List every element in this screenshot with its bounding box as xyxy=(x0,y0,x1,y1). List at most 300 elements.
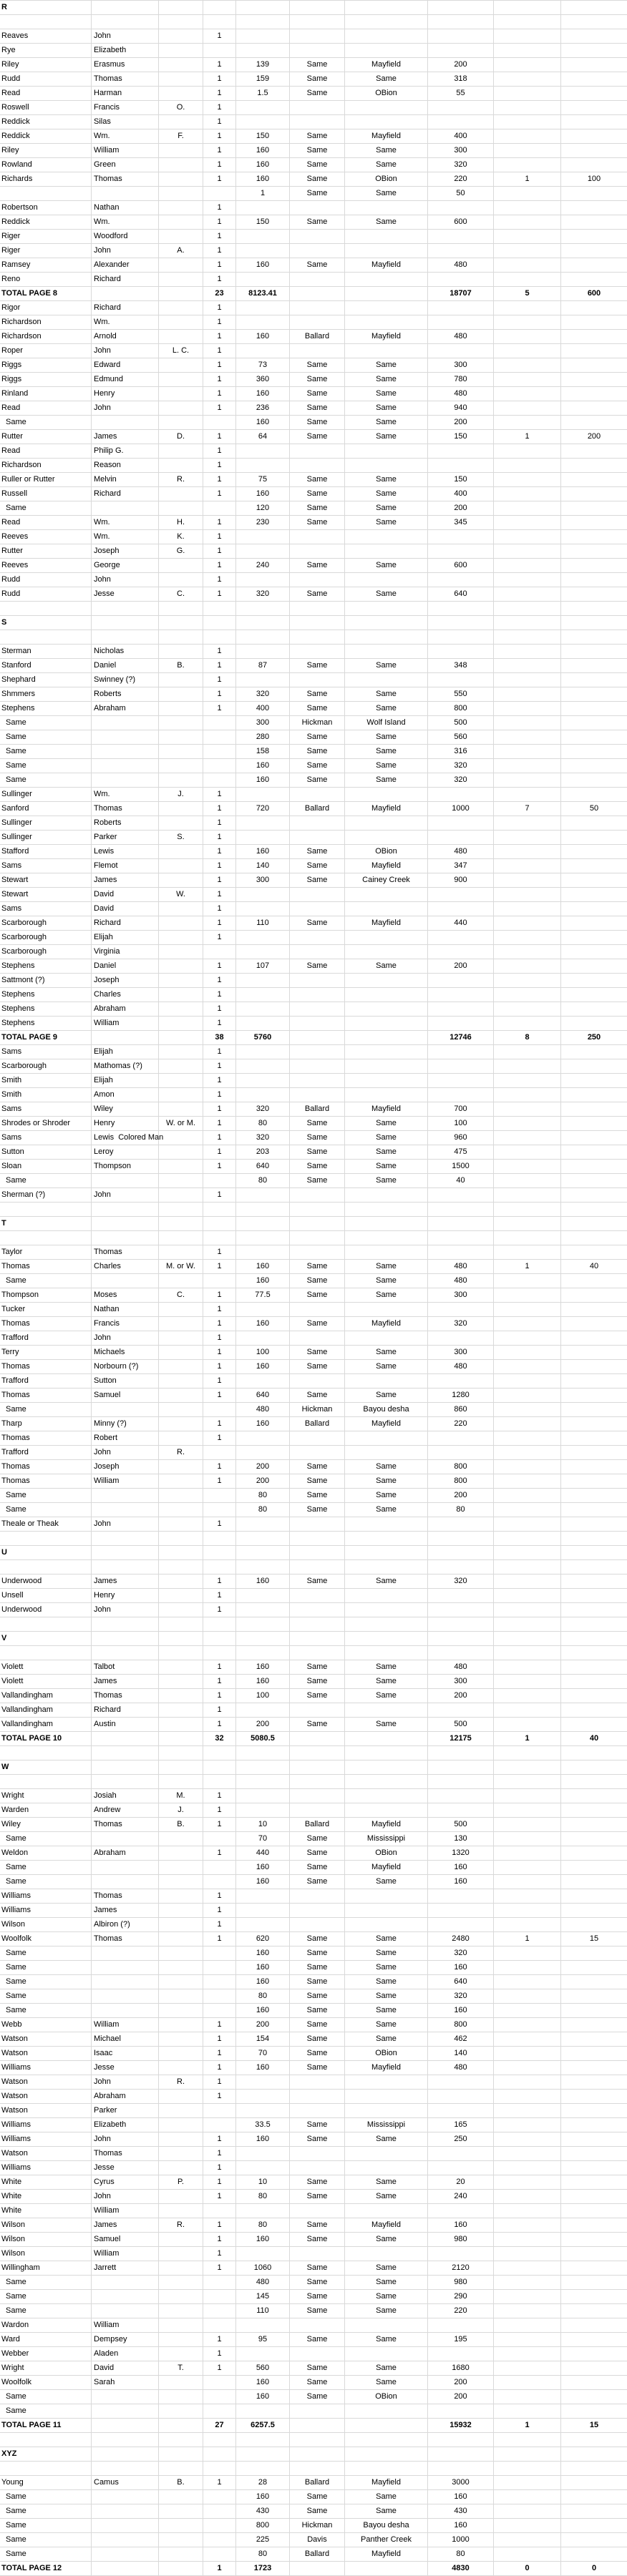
acres-cell xyxy=(236,2204,290,2218)
amount-cell xyxy=(561,258,627,272)
tally-cell: 1 xyxy=(203,1460,236,1474)
county-cell: Same xyxy=(290,2504,345,2518)
count-cell xyxy=(494,1403,561,1416)
amount-cell xyxy=(561,2004,627,2017)
surname-cell: White xyxy=(0,2190,92,2203)
amount-cell xyxy=(561,587,627,601)
acres-cell xyxy=(236,2462,290,2475)
acres-cell: 200 xyxy=(236,1474,290,1488)
continuation-row xyxy=(0,1503,627,1517)
given-name-cell: Thomas xyxy=(92,2147,159,2160)
value-cell: 560 xyxy=(428,730,494,744)
page-total-label: TOTAL PAGE 8 xyxy=(0,287,92,300)
count-cell xyxy=(494,1303,561,1316)
acres-cell: 620 xyxy=(236,1932,290,1946)
amount-cell xyxy=(561,773,627,787)
surname-cell: Same xyxy=(0,1503,92,1517)
county-cell: Davis xyxy=(290,2533,345,2547)
given-name-cell: Austin xyxy=(92,1718,159,1731)
count-cell xyxy=(494,859,561,873)
count-cell xyxy=(494,330,561,343)
location-cell xyxy=(345,29,428,43)
tally-cell: 1 xyxy=(203,2018,236,2032)
tally-cell: 1 xyxy=(203,2261,236,2275)
count-cell xyxy=(494,1975,561,1989)
tally-cell: 1 xyxy=(203,1474,236,1488)
surname-cell: Same xyxy=(0,1274,92,1288)
acres-cell xyxy=(236,2161,290,2175)
given-name-cell xyxy=(92,2547,159,2561)
middle-initial-cell xyxy=(159,273,203,286)
value-cell: 475 xyxy=(428,1145,494,1159)
middle-initial-cell: T. xyxy=(159,2361,203,2375)
given-name-cell xyxy=(92,616,159,630)
table-row xyxy=(0,1045,627,1059)
given-name-cell: Jesse xyxy=(92,587,159,601)
location-cell xyxy=(345,1431,428,1445)
page-total-row xyxy=(0,1732,627,1746)
given-name-cell: James xyxy=(92,1575,159,1588)
middle-initial-cell: P. xyxy=(159,2175,203,2189)
count-cell xyxy=(494,1474,561,1488)
location-cell xyxy=(345,1546,428,1559)
value-cell xyxy=(428,2104,494,2117)
table-row xyxy=(0,802,627,816)
table-row xyxy=(0,129,627,144)
county-cell: Same xyxy=(290,1360,345,1373)
tally-cell: 1 xyxy=(203,1603,236,1617)
surname-cell: Sullinger xyxy=(0,831,92,844)
county-cell: Same xyxy=(290,1989,345,2003)
county-cell xyxy=(290,1546,345,1559)
given-name-cell: Thomas xyxy=(92,1689,159,1703)
amount-cell xyxy=(561,1288,627,1302)
given-name-cell xyxy=(92,602,159,615)
count-cell: 1 xyxy=(494,1732,561,1745)
county-cell xyxy=(290,616,345,630)
location-cell: Same xyxy=(345,2190,428,2203)
table-row xyxy=(0,430,627,444)
given-name-cell xyxy=(92,730,159,744)
location-cell xyxy=(345,1746,428,1760)
table-row xyxy=(0,1117,627,1131)
continuation-row xyxy=(0,2519,627,2533)
given-name-cell: Thompson xyxy=(92,1160,159,1173)
surname-cell xyxy=(0,602,92,615)
location-cell: Same xyxy=(345,158,428,172)
county-cell: Same xyxy=(290,1503,345,1517)
count-cell xyxy=(494,315,561,329)
value-cell: 860 xyxy=(428,1403,494,1416)
table-row xyxy=(0,788,627,802)
location-cell xyxy=(345,244,428,258)
amount-cell xyxy=(561,44,627,57)
table-row xyxy=(0,916,627,931)
section-heading-row xyxy=(0,616,627,630)
amount-cell xyxy=(561,1374,627,1388)
middle-initial-cell xyxy=(159,2390,203,2404)
amount-cell xyxy=(561,1446,627,1459)
middle-initial-cell xyxy=(159,1660,203,1674)
given-name-cell: John xyxy=(92,1517,159,1531)
given-name-cell: Josiah xyxy=(92,1789,159,1803)
amount-cell xyxy=(561,487,627,501)
acres-cell: 160 xyxy=(236,2490,290,2504)
acres-cell: 150 xyxy=(236,129,290,143)
count-cell xyxy=(494,1217,561,1230)
middle-initial-cell xyxy=(159,1303,203,1316)
location-cell xyxy=(345,1632,428,1645)
tally-cell: 1 xyxy=(203,1360,236,1373)
location-cell xyxy=(345,1002,428,1016)
county-cell: Same xyxy=(290,1946,345,1960)
middle-initial-cell xyxy=(159,2490,203,2504)
amount-cell xyxy=(561,687,627,701)
given-name-cell: Aladen xyxy=(92,2347,159,2361)
middle-initial-cell xyxy=(159,2290,203,2303)
county-cell xyxy=(290,1245,345,1259)
middle-initial-cell xyxy=(159,2004,203,2017)
value-cell xyxy=(428,1088,494,1102)
given-name-cell: Francis xyxy=(92,1317,159,1331)
county-cell: Same xyxy=(290,1832,345,1846)
county-cell: Same xyxy=(290,1975,345,1989)
acres-cell: 80 xyxy=(236,1117,290,1130)
value-cell: 195 xyxy=(428,2333,494,2346)
tally-cell xyxy=(203,2504,236,2518)
acres-cell xyxy=(236,1632,290,1645)
location-cell: Bayou desha xyxy=(345,2519,428,2532)
acres-cell xyxy=(236,2318,290,2332)
continuation-row xyxy=(0,416,627,430)
count-cell xyxy=(494,2061,561,2075)
surname-cell: Sams xyxy=(0,902,92,916)
acres-cell xyxy=(236,1074,290,1087)
tally-cell: 1 xyxy=(203,2047,236,2060)
count-cell xyxy=(494,1846,561,1860)
acres-cell: 160 xyxy=(236,1861,290,1874)
count-cell xyxy=(494,931,561,944)
table-row xyxy=(0,473,627,487)
surname-cell: Riley xyxy=(0,58,92,72)
given-name-cell xyxy=(92,2562,159,2575)
surname-cell: Sattmont (?) xyxy=(0,974,92,987)
county-cell: Ballard xyxy=(290,802,345,816)
amount-cell xyxy=(561,730,627,744)
value-cell: 320 xyxy=(428,773,494,787)
count-cell xyxy=(494,831,561,844)
acres-cell: 160 xyxy=(236,416,290,429)
tally-cell xyxy=(203,1203,236,1216)
surname-cell: Riggs xyxy=(0,373,92,386)
acres-cell: 160 xyxy=(236,2061,290,2075)
location-cell: Same xyxy=(345,730,428,744)
value-cell: 345 xyxy=(428,516,494,529)
acres-cell xyxy=(236,1517,290,1531)
given-name-cell xyxy=(92,1760,159,1774)
continuation-row xyxy=(0,2547,627,2562)
surname-cell: Woolfolk xyxy=(0,2376,92,2389)
middle-initial-cell: M. or W. xyxy=(159,1260,203,1273)
acres-cell: 200 xyxy=(236,1718,290,1731)
middle-initial-cell xyxy=(159,1575,203,1588)
location-cell: OBion xyxy=(345,2047,428,2060)
middle-initial-cell xyxy=(159,144,203,157)
middle-initial-cell xyxy=(159,559,203,572)
count-cell xyxy=(494,559,561,572)
tally-cell xyxy=(203,1,236,14)
acres-cell xyxy=(236,1231,290,1245)
acres-cell: 320 xyxy=(236,1131,290,1145)
continuation-row xyxy=(0,1274,627,1288)
county-cell xyxy=(290,945,345,959)
count-cell xyxy=(494,115,561,129)
amount-cell xyxy=(561,888,627,901)
table-row xyxy=(0,2047,627,2061)
section-letter: U xyxy=(0,1546,92,1559)
surname-cell: Taylor xyxy=(0,1245,92,1259)
tally-cell xyxy=(203,1746,236,1760)
surname-cell: Thomas xyxy=(0,1431,92,1445)
acres-cell: 80 xyxy=(236,1989,290,2003)
count-cell xyxy=(494,1546,561,1559)
value-cell xyxy=(428,831,494,844)
county-cell xyxy=(290,459,345,472)
tally-cell xyxy=(203,602,236,615)
given-name-cell: Elizabeth xyxy=(92,44,159,57)
count-cell xyxy=(494,1818,561,1831)
given-name-cell: John xyxy=(92,1603,159,1617)
location-cell xyxy=(345,673,428,687)
given-name-cell: Thomas xyxy=(92,802,159,816)
location-cell: Same xyxy=(345,401,428,415)
surname-cell xyxy=(0,1617,92,1631)
county-cell: Same xyxy=(290,1474,345,1488)
county-cell: Same xyxy=(290,873,345,887)
county-cell: Same xyxy=(290,759,345,773)
location-cell: Same xyxy=(345,1675,428,1688)
tally-cell: 1 xyxy=(203,1431,236,1445)
acres-cell xyxy=(236,816,290,830)
county-cell xyxy=(290,1746,345,1760)
acres-cell: 6257.5 xyxy=(236,2419,290,2432)
count-cell xyxy=(494,873,561,887)
acres-cell: 70 xyxy=(236,2047,290,2060)
acres-cell: 320 xyxy=(236,587,290,601)
amount-cell xyxy=(561,2147,627,2160)
tally-cell: 1 xyxy=(203,1818,236,1831)
count-cell xyxy=(494,1188,561,1202)
given-name-cell: Jarrett xyxy=(92,2261,159,2275)
middle-initial-cell xyxy=(159,1274,203,1288)
value-cell: 160 xyxy=(428,1861,494,1874)
table-row xyxy=(0,2075,627,2090)
continuation-row xyxy=(0,1989,627,2004)
given-name-cell: Michaels xyxy=(92,1346,159,1359)
county-cell: Same xyxy=(290,2390,345,2404)
amount-cell xyxy=(561,745,627,758)
count-cell xyxy=(494,2333,561,2346)
location-cell: Same xyxy=(345,1718,428,1731)
given-name-cell: Lewis Colored Man xyxy=(92,1131,159,1145)
value-cell: 900 xyxy=(428,873,494,887)
count-cell xyxy=(494,2018,561,2032)
middle-initial-cell xyxy=(159,716,203,730)
amount-cell xyxy=(561,2161,627,2175)
amount-cell xyxy=(561,158,627,172)
value-cell xyxy=(428,1775,494,1788)
table-row xyxy=(0,72,627,87)
given-name-cell xyxy=(92,2490,159,2504)
tally-cell xyxy=(203,501,236,515)
count-cell xyxy=(494,1331,561,1345)
acres-cell: 5760 xyxy=(236,1031,290,1044)
surname-cell: Robertson xyxy=(0,201,92,215)
surname-cell: Reeves xyxy=(0,530,92,544)
count-cell xyxy=(494,544,561,558)
continuation-row xyxy=(0,2276,627,2290)
acres-cell xyxy=(236,1560,290,1574)
count-cell xyxy=(494,616,561,630)
amount-cell xyxy=(561,1689,627,1703)
table-row xyxy=(0,645,627,659)
middle-initial-cell xyxy=(159,287,203,300)
location-cell: Mayfield xyxy=(345,2476,428,2489)
acres-cell xyxy=(236,1589,290,1602)
middle-initial-cell xyxy=(159,573,203,587)
middle-initial-cell xyxy=(159,1474,203,1488)
county-cell: Same xyxy=(290,959,345,973)
acres-cell xyxy=(236,1775,290,1788)
surname-cell: Same xyxy=(0,2004,92,2017)
count-cell xyxy=(494,401,561,415)
value-cell xyxy=(428,2404,494,2418)
table-row xyxy=(0,1017,627,1031)
county-cell: Same xyxy=(290,2490,345,2504)
amount-cell xyxy=(561,401,627,415)
location-cell: Same xyxy=(345,1989,428,2003)
table-row xyxy=(0,2147,627,2161)
acres-cell xyxy=(236,831,290,844)
tally-cell: 1 xyxy=(203,831,236,844)
location-cell: Same xyxy=(345,2132,428,2146)
surname-cell: Same xyxy=(0,2519,92,2532)
location-cell: Mayfield xyxy=(345,2061,428,2075)
count-cell xyxy=(494,344,561,358)
count-cell xyxy=(494,1174,561,1187)
given-name-cell xyxy=(92,1031,159,1044)
tally-cell xyxy=(203,1217,236,1230)
middle-initial-cell xyxy=(159,1403,203,1416)
table-row xyxy=(0,2161,627,2175)
amount-cell xyxy=(561,1861,627,1874)
blank-row xyxy=(0,1231,627,1245)
given-name-cell: Richard xyxy=(92,301,159,315)
county-cell: Same xyxy=(290,129,345,143)
count-cell xyxy=(494,1460,561,1474)
blank-row xyxy=(0,2462,627,2476)
tally-cell: 1 xyxy=(203,358,236,372)
tally-cell: 1 xyxy=(203,516,236,529)
count-cell xyxy=(494,1789,561,1803)
surname-cell: Reno xyxy=(0,273,92,286)
middle-initial-cell xyxy=(159,1546,203,1559)
location-cell: Same xyxy=(345,1260,428,1273)
surname-cell: Wilson xyxy=(0,2233,92,2246)
count-cell xyxy=(494,988,561,1001)
middle-initial-cell xyxy=(159,1431,203,1445)
table-row xyxy=(0,2247,627,2261)
middle-initial-cell xyxy=(159,916,203,930)
tally-cell: 1 xyxy=(203,2218,236,2232)
continuation-row xyxy=(0,1832,627,1846)
tally-cell: 1 xyxy=(203,1589,236,1602)
given-name-cell xyxy=(92,1946,159,1960)
acres-cell: 720 xyxy=(236,802,290,816)
surname-cell: Shephard xyxy=(0,673,92,687)
given-name-cell: Mathomas (?) xyxy=(92,1059,159,1073)
acres-cell: 160 xyxy=(236,487,290,501)
acres-cell xyxy=(236,931,290,944)
tally-cell xyxy=(203,716,236,730)
county-cell: Same xyxy=(290,87,345,100)
middle-initial-cell xyxy=(159,816,203,830)
surname-cell: Smith xyxy=(0,1088,92,1102)
acres-cell: 95 xyxy=(236,2333,290,2346)
table-row xyxy=(0,44,627,58)
surname-cell: Smith xyxy=(0,1074,92,1087)
surname-cell: Same xyxy=(0,1861,92,1874)
surname-cell: Riger xyxy=(0,230,92,243)
count-cell xyxy=(494,2304,561,2318)
tally-cell xyxy=(203,1875,236,1889)
value-cell: 480 xyxy=(428,330,494,343)
location-cell: Mississippi xyxy=(345,1832,428,1846)
county-cell xyxy=(290,444,345,458)
location-cell: Same xyxy=(345,1160,428,1173)
tally-cell xyxy=(203,759,236,773)
value-cell: 800 xyxy=(428,1460,494,1474)
count-cell xyxy=(494,2476,561,2489)
count-cell xyxy=(494,444,561,458)
amount-cell xyxy=(561,1145,627,1159)
location-cell: Same xyxy=(345,1946,428,1960)
table-row xyxy=(0,1331,627,1346)
tally-cell: 1 xyxy=(203,687,236,701)
value-cell: 1320 xyxy=(428,1846,494,1860)
continuation-row xyxy=(0,730,627,745)
tally-cell: 1 xyxy=(203,344,236,358)
middle-initial-cell: W. xyxy=(159,888,203,901)
table-row xyxy=(0,1145,627,1160)
location-cell xyxy=(345,344,428,358)
amount-cell xyxy=(561,873,627,887)
middle-initial-cell xyxy=(159,2562,203,2575)
county-cell xyxy=(290,1,345,14)
value-cell: 780 xyxy=(428,373,494,386)
middle-initial-cell xyxy=(159,759,203,773)
acres-cell xyxy=(236,273,290,286)
section-letter: XYZ xyxy=(0,2447,92,2461)
amount-cell xyxy=(561,1946,627,1960)
tally-cell: 1 xyxy=(203,444,236,458)
given-name-cell: John xyxy=(92,1331,159,1345)
middle-initial-cell: C. xyxy=(159,1288,203,1302)
surname-cell: Same xyxy=(0,416,92,429)
county-cell xyxy=(290,2090,345,2103)
amount-cell xyxy=(561,716,627,730)
location-cell: Mayfield xyxy=(345,258,428,272)
